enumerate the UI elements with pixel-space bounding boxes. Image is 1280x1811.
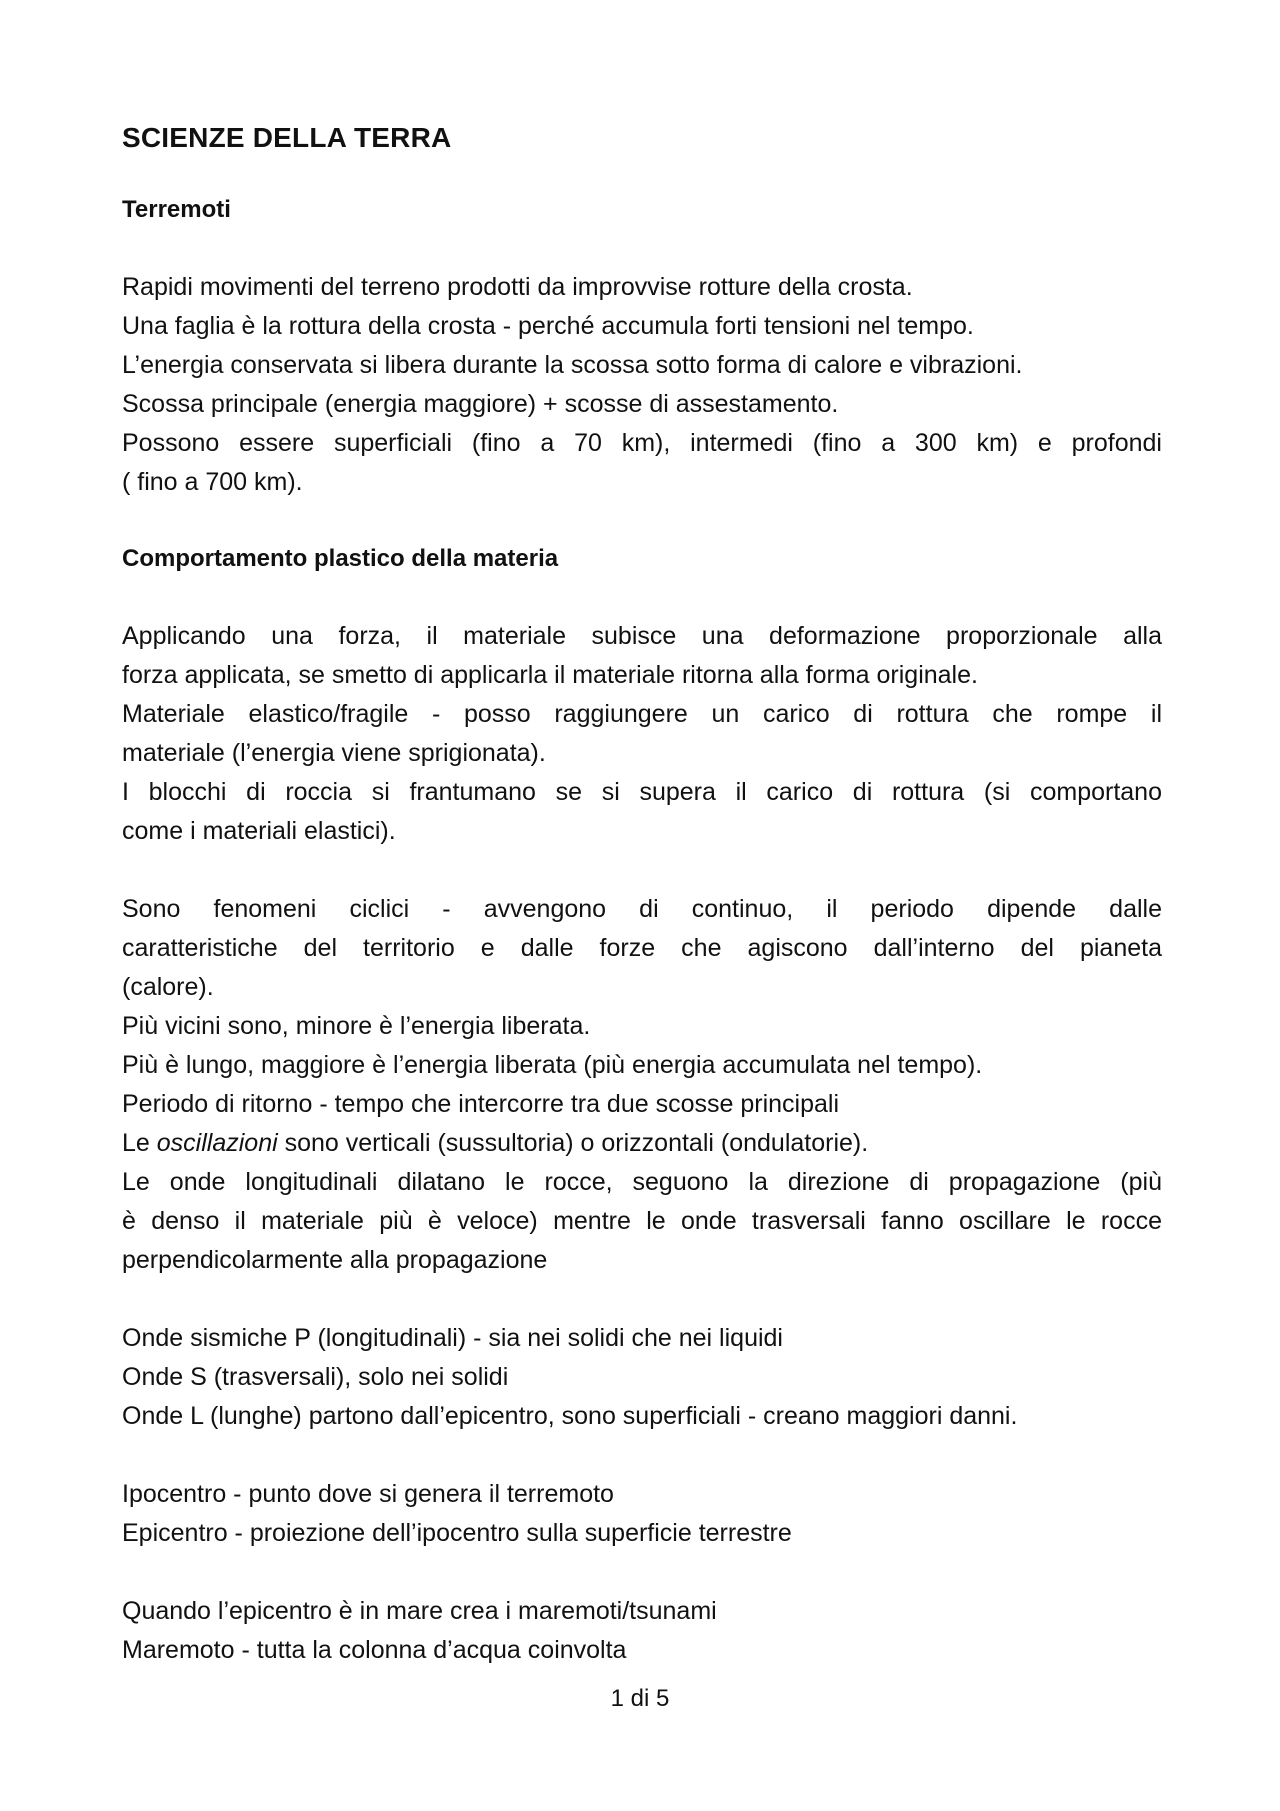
text-line: Maremoto - tutta la colonna d’acqua coinvolta bbox=[122, 1636, 627, 1664]
paragraph-gap bbox=[122, 851, 1162, 890]
text-line: Materiale elastico/fragile - posso raggiungere un carico di rottura che rompe il bbox=[122, 700, 1162, 728]
paragraph-gap bbox=[122, 1280, 1162, 1319]
text-line: Rapidi movimenti del terreno prodotti da improvvise rotture della crosta. bbox=[122, 273, 913, 301]
document-title: SCIENZE DELLA TERRA bbox=[122, 122, 452, 153]
text-line: Sono fenomeni ciclici - avvengono di continuo, il periodo dipende dalle bbox=[122, 895, 1162, 923]
paragraph-gap bbox=[122, 1553, 1162, 1592]
text-line: Più è lungo, maggiore è l’energia liberata (più energia accumulata nel tempo). bbox=[122, 1051, 983, 1079]
text-fragment: sono verticali (sussultoria) o orizzontali (ondulatorie). bbox=[277, 1129, 869, 1157]
text-line: Onde L (lunghe) partono dall’epicentro, sono superficiali - creano maggiori danni. bbox=[122, 1402, 1018, 1430]
text-line: materiale (l’energia viene sprigionata). bbox=[122, 739, 546, 767]
text-line: Onde sismiche P (longitudinali) - sia nei solidi che nei liquidi bbox=[122, 1324, 783, 1352]
text-line: Ipocentro - punto dove si genera il terremoto bbox=[122, 1480, 614, 1508]
text-line: come i materiali elastici). bbox=[122, 817, 396, 845]
emphasized-term: oscillazioni bbox=[156, 1129, 278, 1157]
paragraph-fenomeni bbox=[122, 890, 1162, 1280]
paragraph-terremoti bbox=[122, 268, 1162, 502]
text-line-oscillazioni bbox=[122, 1124, 1162, 1163]
text-line: forza applicata, se smetto di applicarla il materiale ritorna alla forma originale. bbox=[122, 661, 978, 689]
text-line: Quando l’epicentro è in mare crea i maremoti/tsunami bbox=[122, 1597, 717, 1625]
text-line: L’energia conservata si libera durante la scossa sotto forma di calore e vibrazioni. bbox=[122, 351, 1023, 379]
paragraph-onde bbox=[122, 1319, 1162, 1436]
text-line: Possono essere superficiali (fino a 70 km), intermedi (fino a 300 km) e profondi bbox=[122, 429, 1162, 457]
section-heading-comportamento: Comportamento plastico della materia bbox=[122, 545, 559, 572]
text-line: Periodo di ritorno - tempo che intercorre tra due scosse principali bbox=[122, 1090, 840, 1118]
text-line: perpendicolarmente alla propagazione bbox=[122, 1246, 548, 1274]
paragraph-gap bbox=[122, 502, 1162, 541]
paragraph-maremoti bbox=[122, 1592, 1162, 1670]
paragraph-forza bbox=[122, 617, 1162, 851]
section-heading-terremoti: Terremoti bbox=[122, 196, 231, 223]
text-line: Epicentro - proiezione dell’ipocentro sulla superficie terrestre bbox=[122, 1519, 792, 1547]
text-line: Le onde longitudinali dilatano le rocce, seguono la direzione di propagazione (più bbox=[122, 1168, 1162, 1196]
paragraph-ipocentro bbox=[122, 1475, 1162, 1553]
text-line: (calore). bbox=[122, 973, 214, 1001]
page-content bbox=[122, 120, 1162, 1670]
page-number: 1 di 5 bbox=[610, 1685, 670, 1712]
paragraph-gap bbox=[122, 1436, 1162, 1475]
text-line: Applicando una forza, il materiale subisce una deformazione proporzionale alla bbox=[122, 622, 1162, 650]
text-line: Più vicini sono, minore è l’energia liberata. bbox=[122, 1012, 591, 1040]
text-fragment: Le bbox=[122, 1129, 157, 1157]
text-line: Una faglia è la rottura della crosta - perché accumula forti tensioni nel tempo. bbox=[122, 312, 974, 340]
text-line: Onde S (trasversali), solo nei solidi bbox=[122, 1363, 509, 1391]
text-line: Scossa principale (energia maggiore) + scosse di assestamento. bbox=[122, 390, 839, 418]
text-line: ( fino a 700 km). bbox=[122, 468, 303, 496]
text-line: I blocchi di roccia si frantumano se si supera il carico di rottura (si comportano bbox=[122, 778, 1162, 806]
text-line: è denso il materiale più è veloce) mentre le onde trasversali fanno oscillare le rocce bbox=[122, 1207, 1162, 1235]
text-line: caratteristiche del territorio e dalle forze che agiscono dall’interno del pianeta bbox=[122, 934, 1162, 962]
